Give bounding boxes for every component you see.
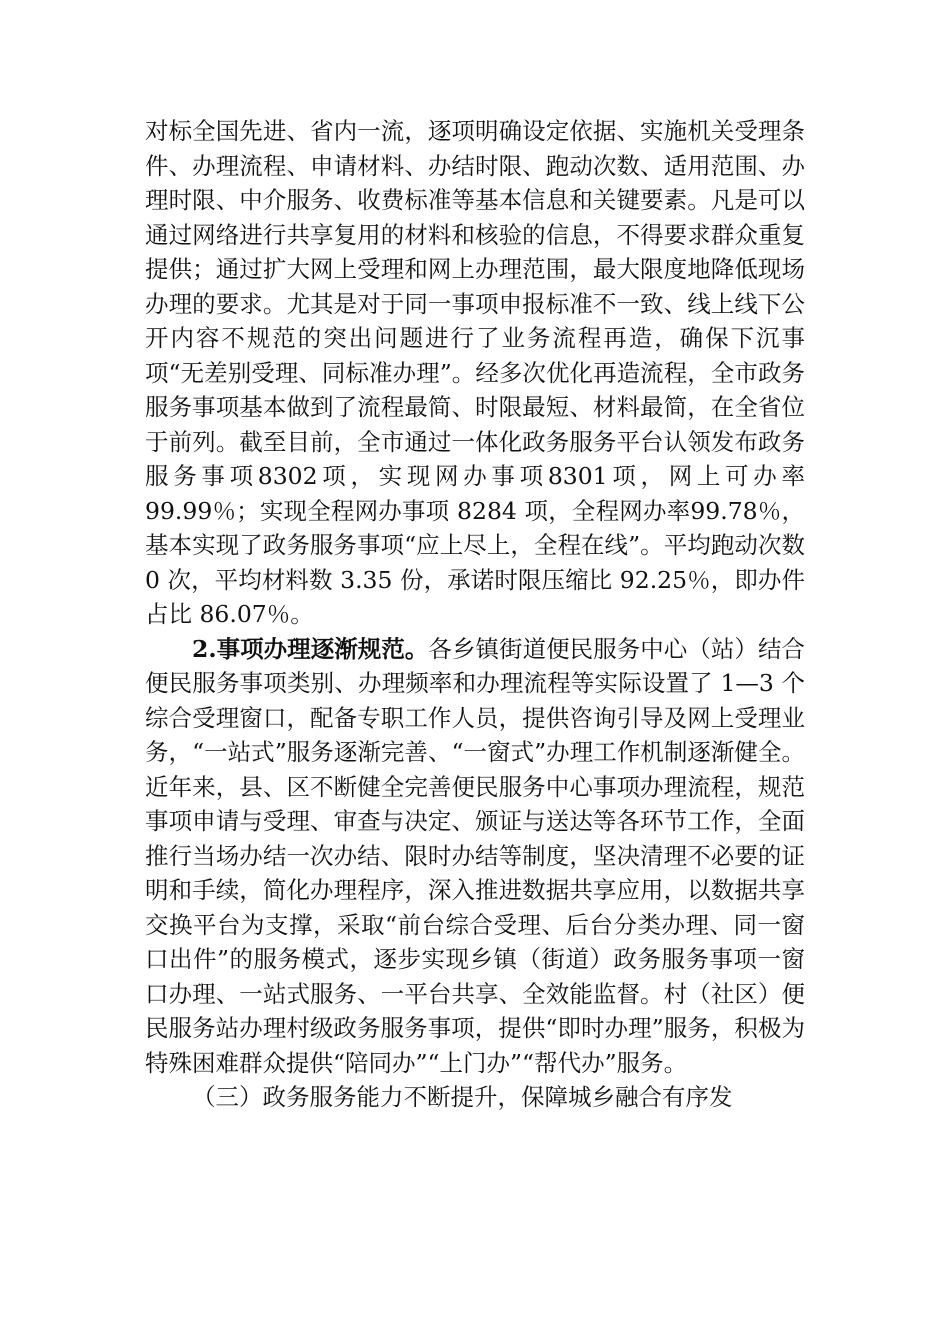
paragraph-body-text: 各乡镇街道便民服务中心（站）结合便民服务事项类别、办理频率和办理流程等实际设置了 1—3 个综合受理窗口，配备专职工作人员，提供咨询引导及网上受理业务，“一站式”服务逐渐完善、“一窗式”办理工作机制逐渐健全。近年来，县、区不断健全完善便民服务中心事项办理流程，规范事项申请与受理、审查与决定、颁证与送达等各环节工作，全面推行当场办结一次办结、限时办结等制度，坚决清理不必要的证明和手续，简化办理程序，深入推进数据共享应用，以数据共享交换平台为支撑，采取“前台综合受理、后台分类办理、同一窗口出件”的服务模式，逐步实现乡镇（街道）政务服务事项一窗口办理、一站式服务、一平台共享、全效能监督。村（社区）便民服务站办理村级政务服务事项，提供“即时办理”服务，积极为特殊困难群众提供“陪同办”“上门办”“帮代办”服务。	[145, 634, 805, 1077]
paragraph-lead-heading: 2.事项办理逐渐规范。	[192, 634, 429, 663]
paragraph-handling-standardized	[145, 632, 805, 1081]
document-body	[145, 114, 805, 1115]
section-heading-three: （三）政务服务能力不断提升，保障城乡融合有序发	[192, 1083, 733, 1111]
paragraph-services-list: 对标全国先进、省内一流，逐项明确设定依据、实施机关受理条件、办理流程、申请材料、办结时限、跑动次数、适用范围、办理时限、中介服务、收费标准等基本信息和关键要素。凡是可以通过网络进行共享复用的材料和核验的信息，不得要求群众重复提供；通过扩大网上受理和网上办理范围，最大限度地降低现场办理的要求。尤其是对于同一事项申报标准不一致、线上线下公开内容不规范的突出问题进行了业务流程再造，确保下沉事项“无差别受理、同标准办理”。经多次优化再造流程，全市政务服务事项基本做到了流程最简、时限最短、材料最简，在全省位于前列。截至目前，全市通过一体化政务服务平台认领发布政务服务事项8302项，实现网办事项8301项，网上可办率 99.99％；实现全程网办事项 8284 项，全程网办率99.78％，基本实现了政务服务事项“应上尽上，全程在线”。平均跑动次数 0 次，平均材料数 3.35 份，承诺时限压缩比 92.25％，即办件占比 86.07％。	[145, 117, 805, 628]
